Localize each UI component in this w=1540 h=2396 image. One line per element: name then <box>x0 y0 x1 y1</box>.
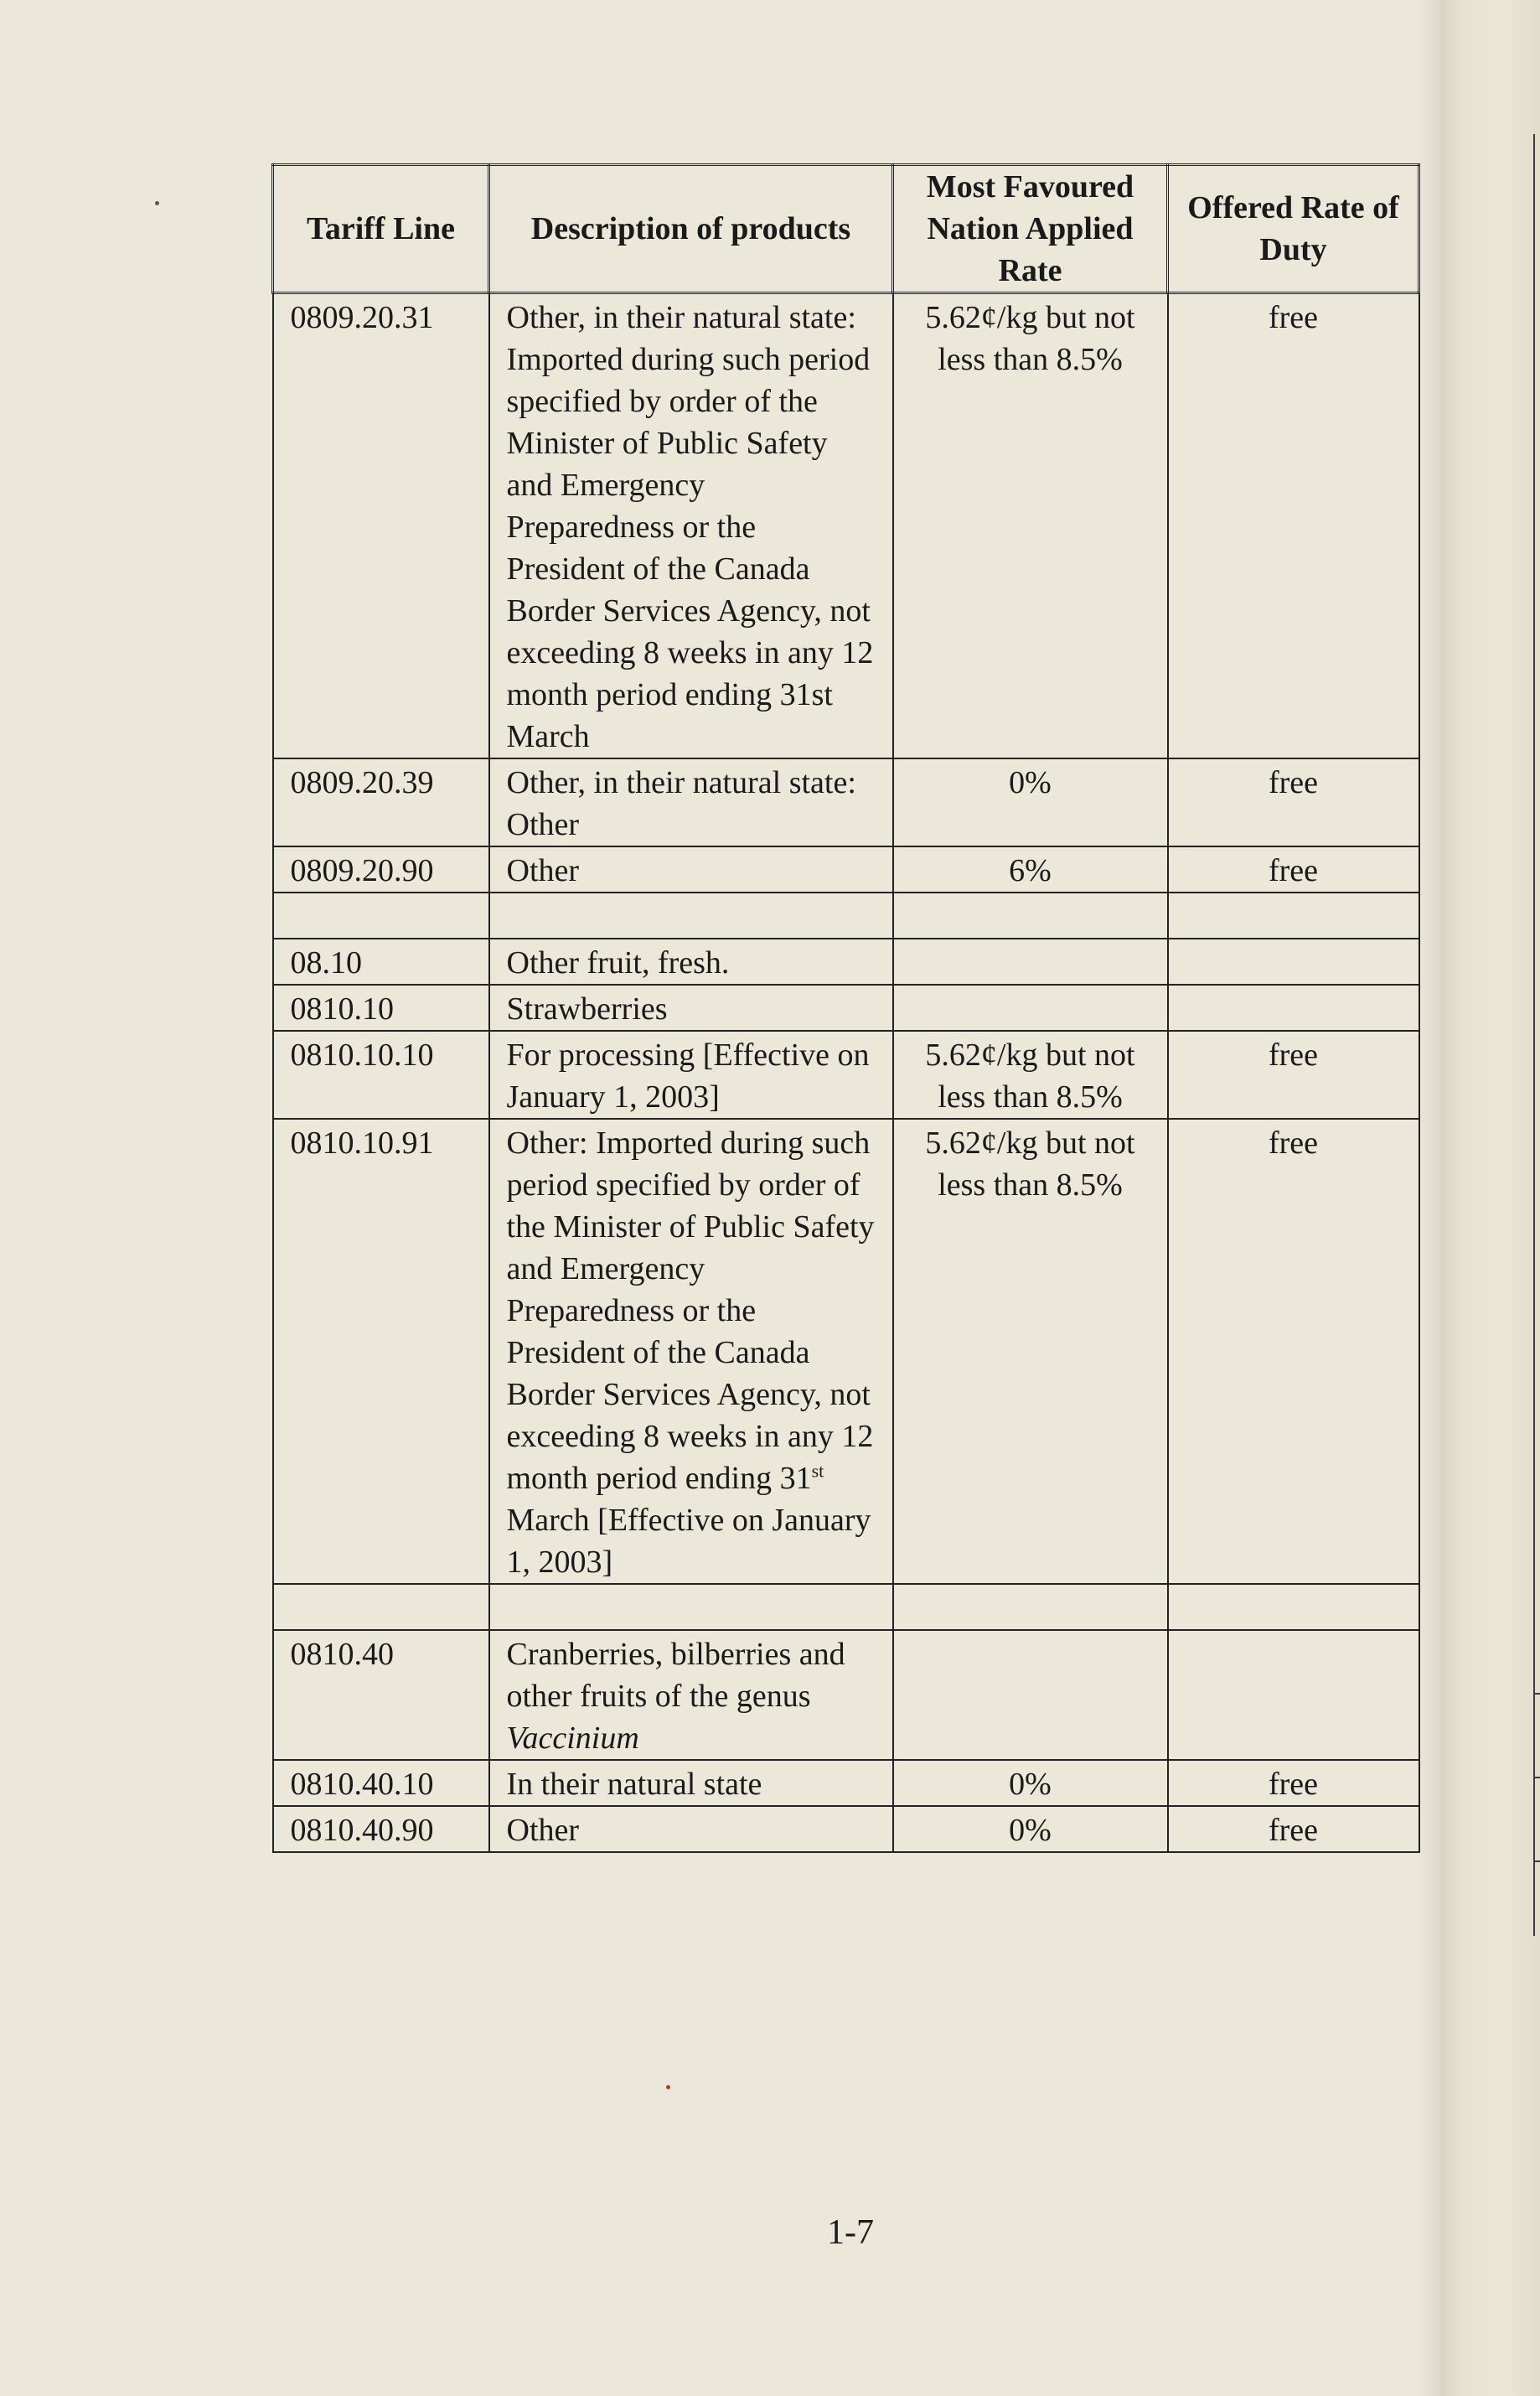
table-row <box>273 758 1419 846</box>
table-row <box>273 1119 1419 1584</box>
tariff-cell: 0810.10.91 <box>273 1119 489 1584</box>
mfn-cell <box>893 939 1168 985</box>
offered-cell <box>1168 939 1419 985</box>
table-row <box>273 1630 1419 1760</box>
adjacent-page-table-border <box>1533 134 1540 1936</box>
tariff-cell: 0810.40 <box>273 1630 489 1760</box>
mfn-cell <box>893 1584 1168 1630</box>
mfn-cell: 0% <box>893 758 1168 846</box>
header-offered-rate: Offered Rate of Duty <box>1168 165 1419 293</box>
offered-cell <box>1168 1584 1419 1630</box>
tariff-cell: 0810.10.10 <box>273 1031 489 1119</box>
description-text: Cranberries, bilberries and other fruits of the genus <box>506 1637 845 1714</box>
mfn-cell <box>893 985 1168 1031</box>
offered-cell: free <box>1168 1760 1419 1806</box>
tariff-cell: 0810.10 <box>273 985 489 1031</box>
description-text: Other: Imported during such period specified by order of the Minister of Public Safety and Emergency Preparedness or the President of the Canada Border Services Agency, not exceeding 8 weeks in any 12 month period ending 31 <box>506 1126 875 1496</box>
tariff-cell: 0809.20.39 <box>273 758 489 846</box>
offered-cell: free <box>1168 1119 1419 1584</box>
tariff-cell <box>273 1584 489 1630</box>
mfn-cell: 5.62¢/kg but not less than 8.5% <box>893 1031 1168 1119</box>
table-row <box>273 1031 1419 1119</box>
tariff-cell: 08.10 <box>273 939 489 985</box>
adjacent-page-edge <box>1441 0 1540 2396</box>
tariff-table <box>271 163 1420 1853</box>
description-cell: Other, in their natural state: Imported during such period specified by order of the Minister of Public Safety and Emergency Preparedness or the President of the Canada Border Services Agency, not exceeding 8 weeks in any 12 month period ending 31st March <box>489 293 893 759</box>
mfn-cell: 6% <box>893 846 1168 893</box>
mfn-cell: 5.62¢/kg but not less than 8.5% <box>893 293 1168 759</box>
offered-cell: free <box>1168 1806 1419 1852</box>
mfn-cell <box>893 893 1168 939</box>
table-header-row <box>273 165 1419 293</box>
table-row <box>273 846 1419 893</box>
description-text: March [Effective on January 1, 2003] <box>506 1503 871 1580</box>
header-tariff-line: Tariff Line <box>273 165 489 293</box>
description-cell: Other <box>489 846 893 893</box>
description-cell: Strawberries <box>489 985 893 1031</box>
mfn-cell: 0% <box>893 1760 1168 1806</box>
description-cell <box>489 1630 893 1760</box>
offered-cell <box>1168 985 1419 1031</box>
tariff-cell: 0810.40.10 <box>273 1760 489 1806</box>
tariff-cell: 0810.40.90 <box>273 1806 489 1852</box>
header-description: Description of products <box>489 165 893 293</box>
offered-cell <box>1168 1630 1419 1760</box>
mfn-cell: 5.62¢/kg but not less than 8.5% <box>893 1119 1168 1584</box>
tariff-cell <box>273 893 489 939</box>
offered-cell: free <box>1168 1031 1419 1119</box>
description-cell: Other fruit, fresh. <box>489 939 893 985</box>
table-row <box>273 985 1419 1031</box>
table-row <box>273 939 1419 985</box>
genus-name: Vaccinium <box>506 1721 639 1756</box>
description-cell: Other <box>489 1806 893 1852</box>
table-row <box>273 1806 1419 1852</box>
offered-cell <box>1168 893 1419 939</box>
offered-cell: free <box>1168 758 1419 846</box>
header-mfn-rate: Most Favoured Nation Applied Rate <box>893 165 1168 293</box>
offered-cell: free <box>1168 846 1419 893</box>
table-row <box>273 293 1419 759</box>
offered-cell: free <box>1168 293 1419 759</box>
description-cell: For processing [Effective on January 1, 2003] <box>489 1031 893 1119</box>
description-cell: In their natural state <box>489 1760 893 1806</box>
table-row-empty <box>273 893 1419 939</box>
description-cell <box>489 1584 893 1630</box>
page-number: 1-7 <box>827 2213 874 2252</box>
speck <box>155 201 159 205</box>
description-cell <box>489 1119 893 1584</box>
speck <box>666 2085 670 2089</box>
tariff-cell: 0809.20.31 <box>273 293 489 759</box>
mfn-cell <box>893 1630 1168 1760</box>
description-cell: Other, in their natural state: Other <box>489 758 893 846</box>
table-row <box>273 1760 1419 1806</box>
mfn-cell: 0% <box>893 1806 1168 1852</box>
ordinal-suffix: st <box>811 1460 824 1482</box>
tariff-cell: 0809.20.90 <box>273 846 489 893</box>
description-cell <box>489 893 893 939</box>
table-row-empty <box>273 1584 1419 1630</box>
